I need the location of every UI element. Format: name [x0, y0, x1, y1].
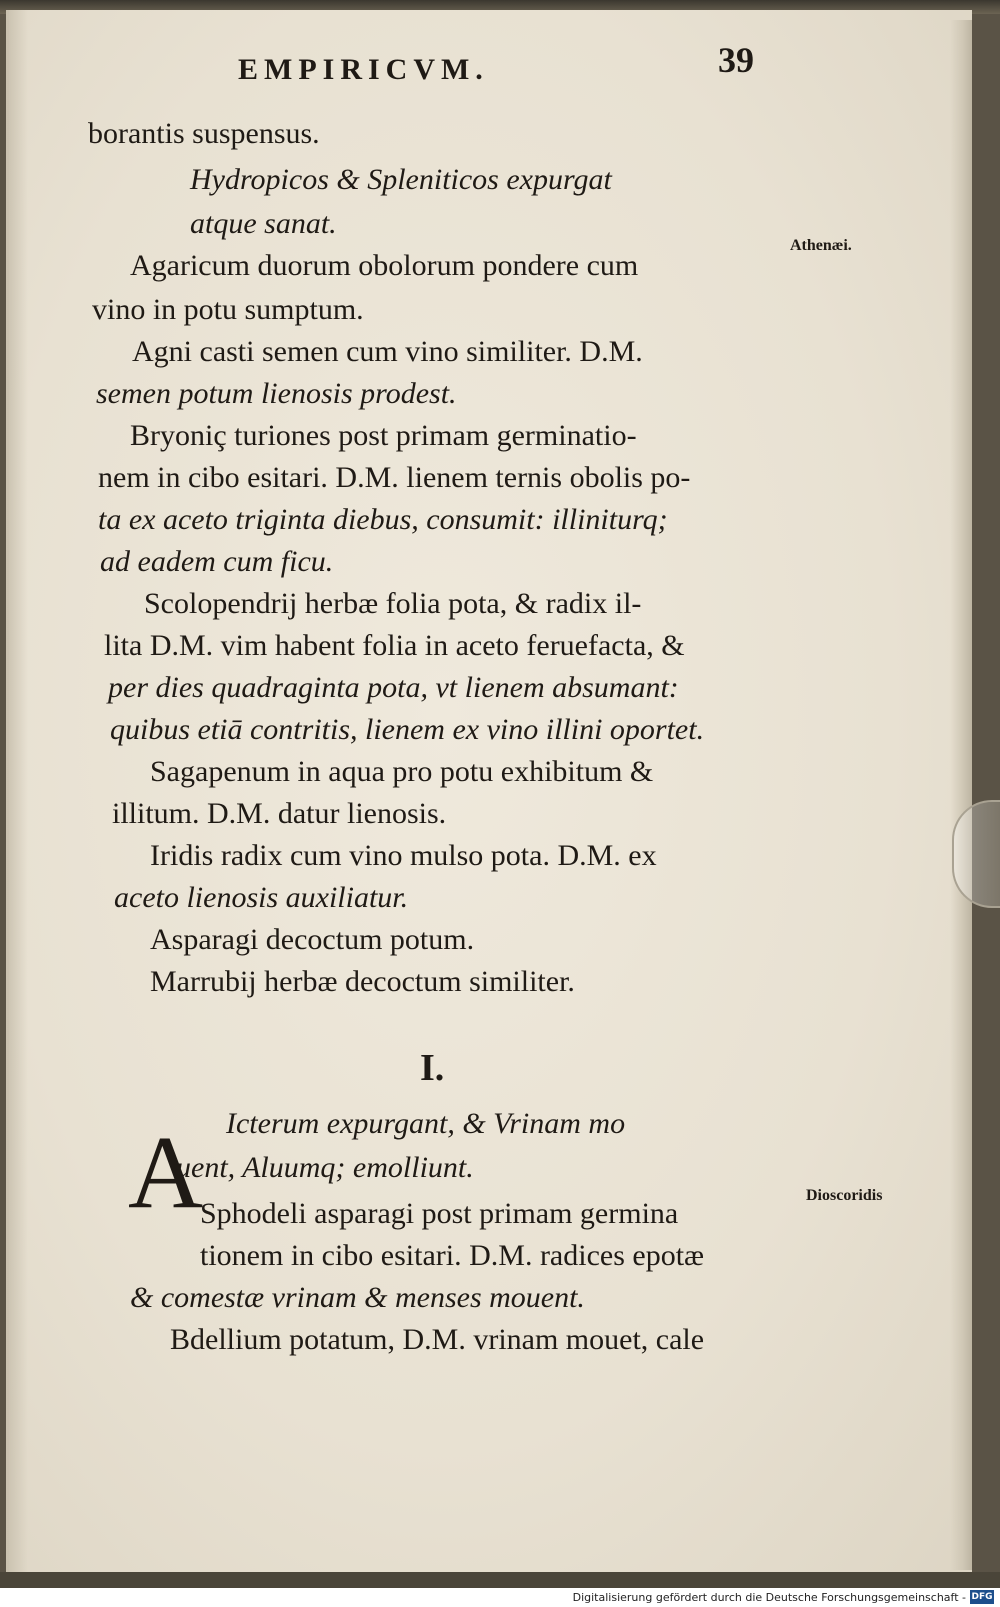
section-heading-line-1: Icterum expurgant, & Vrinam mo — [226, 1107, 626, 1140]
body-line-6: Agni casti semen cum vino similiter. D.M. — [132, 335, 643, 368]
drop-cap: A — [128, 1115, 204, 1230]
body-line-1: borantis suspensus. — [88, 117, 320, 150]
running-title: EMPIRICVM. — [238, 53, 489, 86]
body-line-5: vino in potu sumptum. — [92, 293, 364, 326]
page-number: 39 — [718, 40, 754, 80]
body-line-12: Scolopendrij herbæ folia pota, & radix il- — [144, 587, 642, 620]
body-line-2: Hydropicos & Spleniticos expurgat — [190, 163, 612, 196]
section-line-2: tionem in cibo esitari. D.M. radices epotæ — [200, 1239, 705, 1272]
body-line-17: illitum. D.M. datur lienosis. — [112, 797, 447, 830]
footer-credit: Digitalisierung gefördert durch die Deutsche Forschungsgemeinschaft - — [572, 1591, 966, 1604]
section-line-4: Bdellium potatum, D.M. vrinam mouet, cale — [170, 1323, 705, 1356]
body-line-13: lita D.M. vim habent folia in aceto feruefacta, & — [104, 629, 685, 662]
section-numeral: I. — [420, 1047, 445, 1089]
section-line-1: Sphodeli asparagi post primam germina — [200, 1197, 679, 1230]
body-line-10: ta ex aceto triginta diebus, consumit: illiniturq; — [98, 503, 668, 536]
body-line-21: Marrubij herbæ decoctum similiter. — [150, 965, 575, 998]
body-line-4: Agaricum duorum obolorum pondere cum — [130, 249, 639, 282]
body-line-14: per dies quadraginta pota, vt lienem absumant: — [108, 671, 679, 704]
body-line-19: aceto lienosis auxiliatur. — [114, 881, 409, 914]
body-line-9: nem in cibo esitari. D.M. lienem ternis obolis po- — [98, 461, 691, 494]
body-line-16: Sagapenum in aqua pro potu exhibitum & — [150, 755, 654, 788]
section-heading-line-2: uent, Aluumq; emolliunt. — [176, 1151, 474, 1184]
dfg-logo: DFG — [971, 1592, 993, 1602]
body-line-15: quibus etiā contritis, lienem ex vino illini oportet. — [110, 713, 705, 746]
body-line-8: Bryoniç turiones post primam germinatio- — [130, 419, 637, 452]
side-note-athenaei: Athenæi. — [790, 237, 852, 254]
side-note-dioscoridis: Dioscoridis — [806, 1187, 883, 1204]
body-line-11: ad eadem cum ficu. — [100, 545, 334, 578]
body-line-20: Asparagi decoctum potum. — [150, 923, 475, 956]
section-line-3: & comestæ vrinam & menses mouent. — [130, 1281, 585, 1314]
body-line-18: Iridis radix cum vino mulso pota. D.M. ex — [150, 839, 657, 872]
body-line-3: atque sanat. — [190, 207, 337, 240]
body-line-7: semen potum lienosis prodest. — [96, 377, 457, 410]
